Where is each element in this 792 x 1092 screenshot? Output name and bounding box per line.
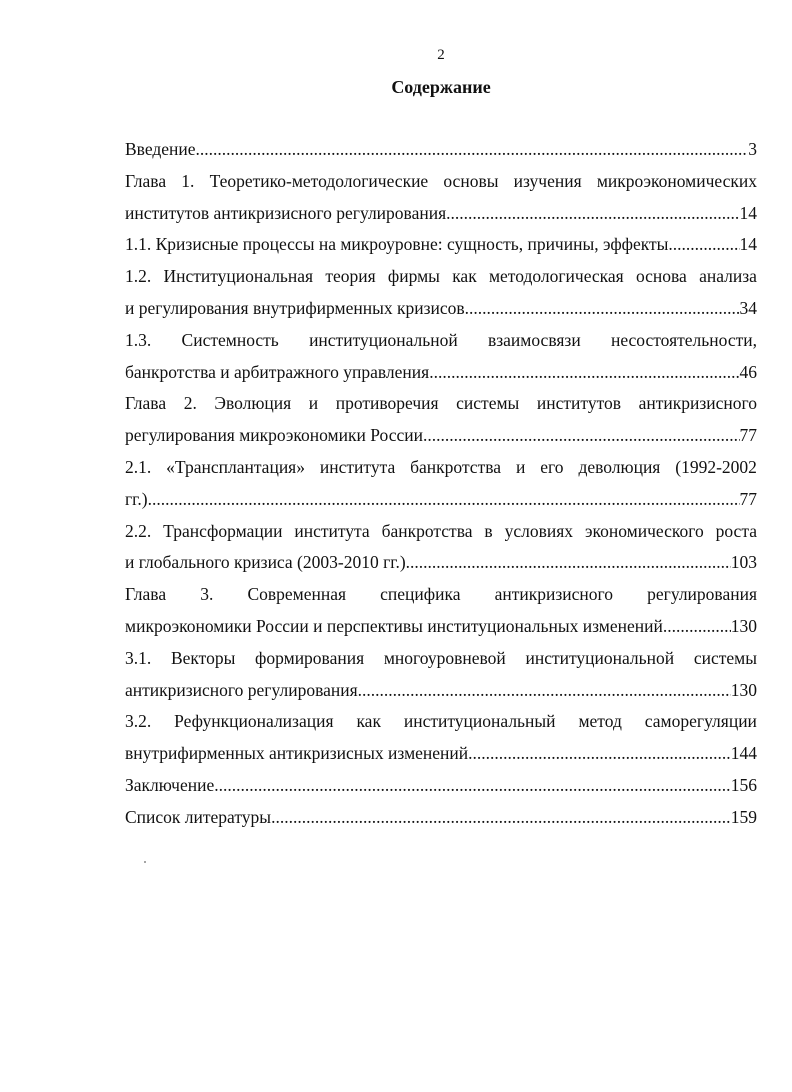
word: как xyxy=(452,266,477,287)
toc-entry-title: и регулирования внутрифирменных кризисов xyxy=(125,297,465,318)
toc-page-number: 46 xyxy=(739,361,757,382)
page-number: 2 xyxy=(437,47,445,63)
toc-page-number: 130 xyxy=(730,679,757,700)
toc-entry-line xyxy=(125,643,757,675)
word: анализа xyxy=(699,266,757,287)
word: Современная xyxy=(247,584,347,605)
word: формирования xyxy=(255,647,365,668)
word: институтов xyxy=(536,393,621,414)
word: институциональный xyxy=(403,711,556,732)
word: 2.2. xyxy=(125,520,152,541)
toc-entry-last-line xyxy=(125,357,757,389)
dot-leader xyxy=(668,229,739,261)
toc-entry-section-1-2 xyxy=(125,261,757,325)
word: Системность xyxy=(181,329,279,350)
word: системы xyxy=(693,647,757,668)
toc-entry-bibliography xyxy=(125,802,757,834)
dot-leader xyxy=(271,802,731,834)
word: метод xyxy=(578,711,622,732)
word: как xyxy=(356,711,381,732)
toc-page-number: 130 xyxy=(730,615,757,636)
toc-entry-line xyxy=(125,706,757,738)
word: его xyxy=(540,456,564,477)
toc-page-number: 156 xyxy=(730,774,757,795)
dot-leader xyxy=(196,134,749,166)
dot-leader xyxy=(214,770,731,802)
toc-entry-section-1-1 xyxy=(125,229,757,261)
word: регулирования xyxy=(647,584,757,605)
word: в xyxy=(484,520,493,541)
toc-entry-title: внутрифирменных антикризисных изменений xyxy=(125,743,469,764)
toc-title: Содержание xyxy=(391,77,491,97)
word: несостоятельности, xyxy=(610,329,757,350)
word: специфика xyxy=(380,584,461,605)
word: Трансформации xyxy=(163,520,283,541)
toc-entry-last-line xyxy=(125,547,757,579)
toc-page-number: 77 xyxy=(739,425,757,446)
word: института xyxy=(294,520,370,541)
toc-entry-last-line xyxy=(125,611,757,643)
toc-entry-conclusion xyxy=(125,770,757,802)
toc-entry-title: банкротства и арбитражного управления xyxy=(125,361,430,382)
word: Институциональная xyxy=(163,266,314,287)
toc-entry-title: Список литературы xyxy=(125,806,272,827)
toc-page-number: 103 xyxy=(730,552,757,573)
word: 1.2. xyxy=(125,266,152,287)
toc-entry-title: и глобального кризиса (2003-2010 гг.) xyxy=(125,552,406,573)
toc-entry-chapter-3 xyxy=(125,579,757,643)
dot-leader xyxy=(468,738,731,770)
word: антикризисного xyxy=(494,584,614,605)
toc-entry-line xyxy=(125,261,757,293)
word: микроэкономических xyxy=(596,170,757,191)
toc-page-number: 159 xyxy=(730,806,757,827)
toc-entry-title: регулирования микроэкономики России xyxy=(125,425,423,446)
toc-entry-chapter-1 xyxy=(125,166,757,230)
dot-leader xyxy=(465,293,740,325)
toc-entry-last-line xyxy=(125,675,757,707)
word: Эволюция xyxy=(214,393,292,414)
toc-entry-section-3-2 xyxy=(125,706,757,770)
toc-entry-section-3-1 xyxy=(125,643,757,707)
word: фирмы xyxy=(387,266,440,287)
word: и xyxy=(308,393,319,414)
table-of-contents xyxy=(125,134,757,834)
word: методологическая xyxy=(488,266,624,287)
toc-entry-line xyxy=(125,516,757,548)
word: Глава xyxy=(125,584,167,605)
toc-entry-chapter-2 xyxy=(125,388,757,452)
toc-entry-section-2-2 xyxy=(125,516,757,580)
toc-entry-last-line xyxy=(125,229,757,261)
dot-leader xyxy=(406,547,731,579)
toc-entry-line xyxy=(125,452,757,484)
word: Теоретико-методологические xyxy=(209,170,429,191)
word: основа xyxy=(635,266,687,287)
toc-entry-last-line xyxy=(125,770,757,802)
word: Рефункционализация xyxy=(174,711,334,732)
dot-leader xyxy=(663,611,731,643)
toc-page-number: 14 xyxy=(739,234,757,255)
word: 3. xyxy=(200,584,214,605)
dot-leader xyxy=(148,484,740,516)
toc-entry-last-line xyxy=(125,738,757,770)
word: Глава xyxy=(125,170,167,191)
toc-page-number: 3 xyxy=(748,139,757,159)
toc-entry-last-line xyxy=(125,293,757,325)
scan-speck xyxy=(144,861,146,863)
toc-entry-title: Заключение xyxy=(125,774,215,795)
toc-entry-last-line xyxy=(125,420,757,452)
word: взаимосвязи xyxy=(487,329,581,350)
dot-leader xyxy=(423,420,740,452)
toc-entry-title: институтов антикризисного регулирования xyxy=(125,202,447,223)
word: экономического xyxy=(584,520,704,541)
word: теория xyxy=(325,266,376,287)
toc-entry-last-line xyxy=(125,484,757,516)
word: банкротства xyxy=(410,456,502,477)
word: многоуровневой xyxy=(383,647,506,668)
toc-entry-introduction xyxy=(125,134,757,166)
word: изучения xyxy=(513,170,582,191)
word: (1992-2002 xyxy=(675,456,757,477)
toc-entry-last-line xyxy=(125,802,757,834)
toc-page-number: 77 xyxy=(739,488,757,509)
toc-page-number: 34 xyxy=(739,297,757,318)
word: условиях xyxy=(504,520,574,541)
toc-entry-title: гг.) xyxy=(125,488,148,509)
toc-page-number: 144 xyxy=(730,743,757,764)
word: институциональной xyxy=(309,329,458,350)
word: 2. xyxy=(183,393,197,414)
word: основы xyxy=(443,170,499,191)
word: роста xyxy=(715,520,757,541)
word: института xyxy=(319,456,396,477)
word: Векторы xyxy=(170,647,236,668)
word: 3.2. xyxy=(125,711,152,732)
toc-entry-section-1-3 xyxy=(125,325,757,389)
word: системы xyxy=(456,393,520,414)
word: 2.1. xyxy=(125,456,152,477)
toc-entry-title: Введение xyxy=(125,139,196,159)
word: банкротства xyxy=(381,520,473,541)
word: саморегуляции xyxy=(644,711,757,732)
toc-entry-title: антикризисного регулирования xyxy=(125,679,358,700)
toc-entry-line xyxy=(125,579,757,611)
word: 3.1. xyxy=(125,647,152,668)
toc-entry-last-line xyxy=(125,198,757,230)
word: институциональной xyxy=(525,647,675,668)
word: деволюция xyxy=(578,456,661,477)
toc-entry-line xyxy=(125,325,757,357)
toc-entry-line xyxy=(125,166,757,198)
dot-leader xyxy=(429,357,739,389)
toc-page-number: 14 xyxy=(739,202,757,223)
toc-entry-title: микроэкономики России и перспективы институциональных изменений xyxy=(125,615,663,636)
word: антикризисного xyxy=(638,393,757,414)
word: и xyxy=(515,456,526,477)
toc-entry-line xyxy=(125,388,757,420)
word: 1.3. xyxy=(125,329,152,350)
word: «Трансплантация» xyxy=(166,456,305,477)
word: Глава xyxy=(125,393,167,414)
word: 1. xyxy=(181,170,195,191)
toc-entry-section-2-1 xyxy=(125,452,757,516)
dot-leader xyxy=(358,675,731,707)
word: противоречия xyxy=(335,393,439,414)
toc-entry-title: 1.1. Кризисные процессы на микроуровне: сущность, причины, эффекты xyxy=(125,234,669,255)
dot-leader xyxy=(446,198,739,230)
toc-entry-last-line xyxy=(125,134,757,166)
